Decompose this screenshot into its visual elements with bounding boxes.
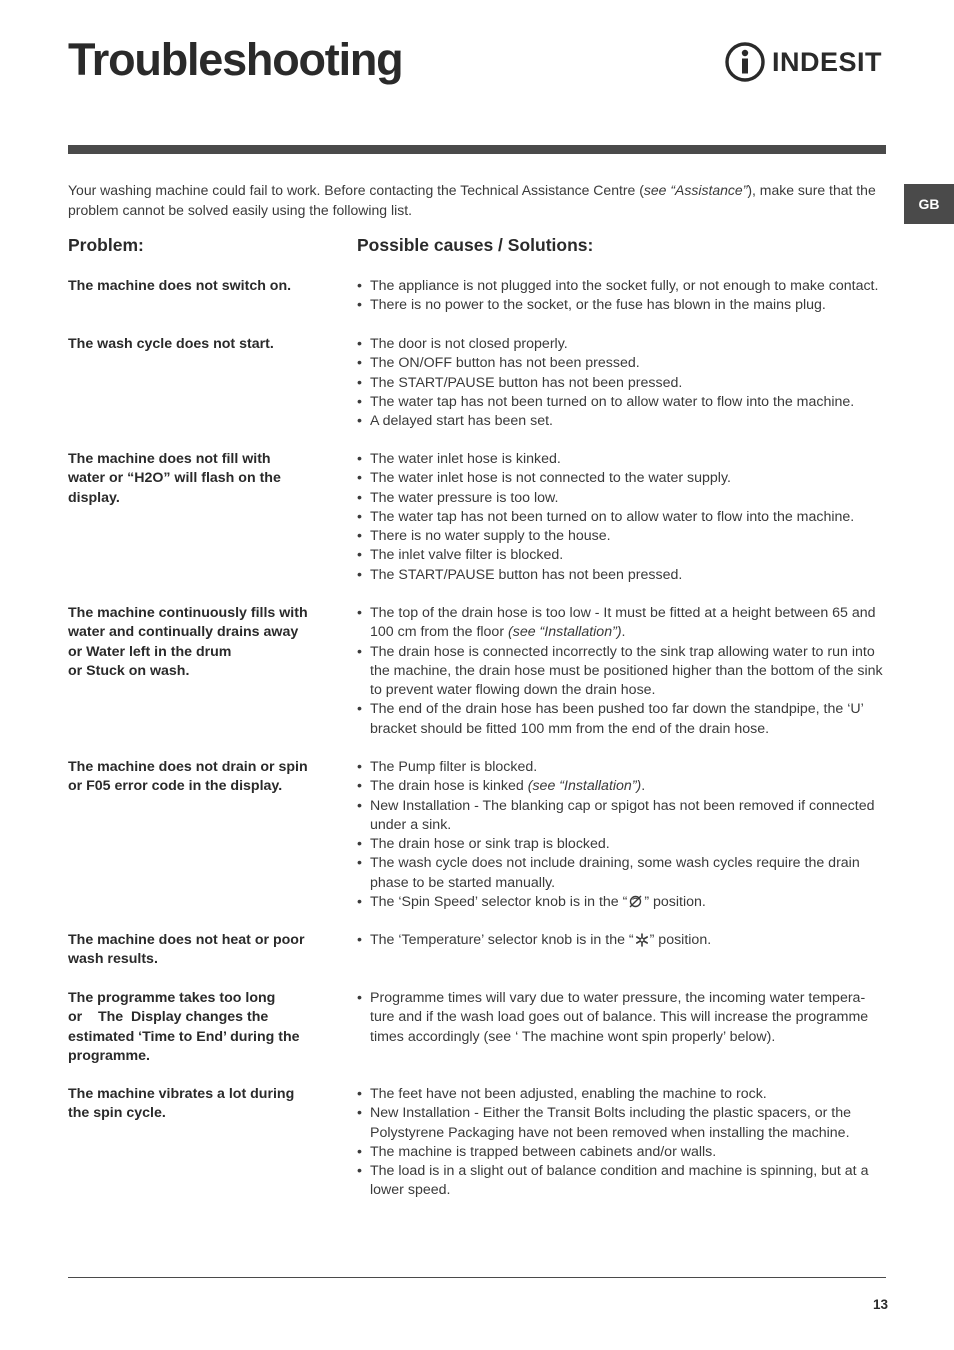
cause-reference: (see “Installation”) <box>527 778 642 795</box>
problem-line: or Stuck on wash. <box>68 662 190 679</box>
cause-item <box>357 854 887 893</box>
cause-text: The feet have not been adjusted, enabling the machine to rock. <box>370 1086 767 1102</box>
intro-paragraph <box>68 180 886 220</box>
indesit-i-icon <box>725 42 765 82</box>
cause-item <box>357 700 887 739</box>
problem-line: display. <box>68 489 120 506</box>
cause-text: The Pump filter is blocked. <box>370 759 538 775</box>
cause-item <box>357 835 887 854</box>
cause-item <box>357 469 887 488</box>
no-spin-icon <box>628 894 643 915</box>
cause-text: The appliance is not plugged into the socket fully, or not enough to make contact. <box>370 278 879 294</box>
cause-text: The door is not closed properly. <box>370 336 568 352</box>
cause-item <box>357 354 887 373</box>
cause-item <box>357 777 887 796</box>
problem-line: The machine vibrates a lot during <box>68 1086 295 1102</box>
cause-item <box>357 604 887 643</box>
cause-item <box>357 1143 887 1162</box>
cause-text: . <box>621 624 626 641</box>
causes-list <box>357 1085 887 1201</box>
causes-list <box>357 758 887 915</box>
problem-line: The machine does not fill with <box>68 451 271 467</box>
problem-text <box>68 758 348 797</box>
causes-list <box>357 989 887 1047</box>
cause-item <box>357 527 887 546</box>
footer-divider <box>68 1277 886 1278</box>
page-number: 13 <box>872 1297 888 1312</box>
cause-text: The drain hose is kinked <box>370 778 528 795</box>
cause-item <box>357 412 887 431</box>
problem-text <box>68 335 348 354</box>
causes-list <box>357 277 887 316</box>
cause-text: . <box>641 778 646 795</box>
cause-text: The water inlet hose is kinked. <box>370 451 561 467</box>
problem-line: or The Display changes the <box>68 1009 269 1026</box>
cause-item <box>357 797 887 836</box>
problem-text <box>68 989 348 1066</box>
cause-item <box>357 758 887 777</box>
cause-text: The START/PAUSE button has not been pressed. <box>370 566 683 583</box>
cause-text: There is no water supply to the house. <box>370 528 611 545</box>
causes-column-heading: Possible causes / Solutions: <box>357 235 594 255</box>
problem-line: The machine does not switch on. <box>68 278 292 294</box>
causes-list <box>357 335 887 431</box>
cause-item <box>357 450 887 469</box>
cause-text: New Installation - The blanking cap or spigot has not been removed if connected under a sink. <box>370 797 875 833</box>
problem-text <box>68 450 348 508</box>
cause-item <box>357 931 887 953</box>
problem-text <box>68 604 348 681</box>
cause-item <box>357 489 887 508</box>
problem-line: water or “H2O” will flash on the <box>68 470 281 487</box>
header-divider <box>68 145 886 154</box>
cause-text: The water tap has not been turned on to allow water to flow into the machine. <box>370 393 855 410</box>
problem-line: or F05 error code in the display. <box>68 778 283 795</box>
cause-item <box>357 374 887 393</box>
cause-text: The wash cycle does not include draining, some wash cycles require the drain phase to be started manually. <box>370 855 860 891</box>
causes-list <box>357 931 887 953</box>
cause-item <box>357 1085 887 1104</box>
cause-item <box>357 989 887 1047</box>
cause-text: The ‘Temperature’ selector knob is in the “ <box>370 932 634 948</box>
cause-text: The inlet valve filter is blocked. <box>370 547 564 564</box>
problem-text <box>68 277 348 296</box>
intro-reference: see “Assistance” <box>643 182 748 198</box>
cause-text: The water pressure is too low. <box>370 489 559 506</box>
cause-text: ” position. <box>649 932 712 948</box>
intro-text-before: Your washing machine could fail to work. Before contacting the Technical Assistance Centre ( <box>68 182 644 198</box>
problem-line: The wash cycle does not start. <box>68 336 274 352</box>
causes-list <box>357 604 887 739</box>
cause-text: ” position. <box>644 894 706 911</box>
cause-text: The ON/OFF button has not been pressed. <box>370 355 640 372</box>
problem-column-heading: Problem: <box>68 235 144 255</box>
cause-text: The drain hose or sink trap is blocked. <box>370 836 610 853</box>
cause-item <box>357 393 887 412</box>
problem-line: programme. <box>68 1047 150 1064</box>
brand-logo <box>725 40 890 84</box>
problem-line: wash results. <box>68 951 158 968</box>
cause-text: The water inlet hose is not connected to the water supply. <box>370 470 731 487</box>
problem-text <box>68 1085 348 1124</box>
problem-line: The machine does not drain or spin <box>68 759 308 775</box>
cause-text: The machine is trapped between cabinets and/or walls. <box>370 1143 717 1160</box>
cause-text: The load is in a slight out of balance condition and machine is spinning, but at a lower speed. <box>370 1163 869 1199</box>
cause-item <box>357 546 887 565</box>
cause-item <box>357 643 887 701</box>
problem-line: water and continually drains away <box>68 624 299 641</box>
cause-text: A delayed start has been set. <box>370 413 553 430</box>
cause-item <box>357 566 887 585</box>
language-tab: GB <box>904 184 954 224</box>
cause-text: The water tap has not been turned on to allow water to flow into the machine. <box>370 508 855 525</box>
problem-line: The machine does not heat or poor <box>68 932 305 948</box>
cause-item <box>357 296 887 315</box>
cause-text: Programme times will vary due to water pressure, the incoming water tempera-ture and if the wash load goes out of balance. This will increase the programme times accordingly (see ‘ The machine wont spin properly’ below). <box>370 990 869 1045</box>
cause-text: The START/PAUSE button has not been pressed. <box>370 374 683 391</box>
cause-item <box>357 335 887 354</box>
problem-text <box>68 931 348 970</box>
cause-text: The top of the drain hose is too low - It must be fitted at a height between 65 and 100 cm from the floor <box>370 605 876 641</box>
brand-name: INDESIT <box>772 46 883 77</box>
causes-list <box>357 450 887 585</box>
cause-reference: (see “Installation”) <box>508 624 622 641</box>
cause-item <box>357 508 887 527</box>
snowflake-icon <box>635 933 649 953</box>
problem-line: estimated ‘Time to End’ during the <box>68 1028 300 1045</box>
cause-text: There is no power to the socket, or the fuse has blown in the mains plug. <box>370 297 826 314</box>
problem-line: The machine continuously fills with <box>68 605 308 621</box>
cause-item <box>357 277 887 296</box>
problem-line: or Water left in the drum <box>68 643 232 660</box>
cause-item <box>357 1162 887 1201</box>
cause-text: New Installation - Either the Transit Bolts including the plastic spacers, or the Polystyrene Packaging have not been removed when installing the machine. <box>370 1105 852 1141</box>
cause-text: The drain hose is connected incorrectly to the sink trap allowing water to run into the machine, the drain hose must be positioned higher than the bottom of the sink to prevent water flowing down the drain hose. <box>370 643 883 699</box>
cause-text: The ‘Spin Speed’ selector knob is in the “ <box>370 894 628 911</box>
cause-item <box>357 893 887 915</box>
problem-line: The programme takes too long <box>68 990 276 1006</box>
intro-text-after: ), make sure that the problem cannot be solved easily using the following list. <box>68 182 876 218</box>
cause-item <box>357 1104 887 1143</box>
page-title: Troubleshooting <box>68 34 403 85</box>
problem-line: the spin cycle. <box>68 1105 166 1122</box>
cause-text: The end of the drain hose has been pushed too far down the standpipe, the ‘U’ bracket should be fitted 100 mm from the end of the drain hose. <box>370 701 864 737</box>
